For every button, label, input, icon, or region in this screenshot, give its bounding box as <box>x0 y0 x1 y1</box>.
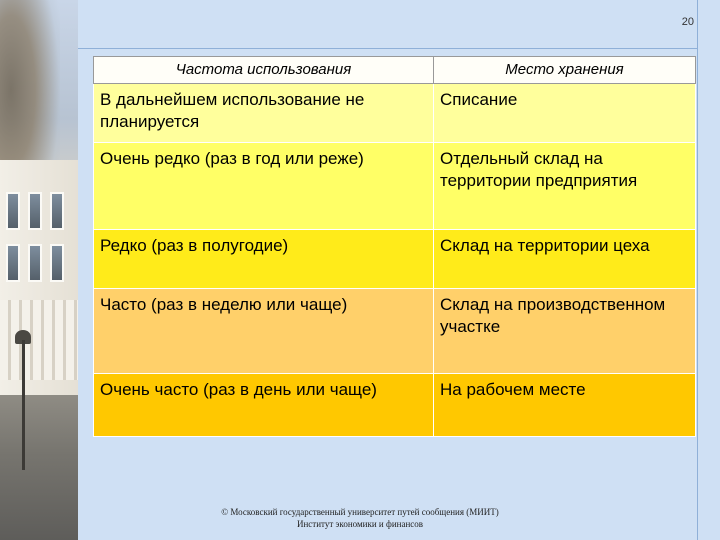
cell-text: Очень часто (раз в день или чаще) <box>100 380 377 399</box>
cell-text: Списание <box>440 90 518 109</box>
window <box>6 192 20 230</box>
frequency-cell <box>94 374 434 437</box>
cell-text: Склад на территории цеха <box>440 236 650 255</box>
header-divider-line <box>78 48 698 49</box>
window <box>28 244 42 282</box>
window <box>50 244 64 282</box>
footer-copyright <box>0 506 720 530</box>
table-row <box>94 230 696 289</box>
table-row <box>94 84 696 143</box>
slide-number: 20 <box>681 16 694 28</box>
frequency-cell <box>94 289 434 374</box>
colonnade <box>0 300 78 380</box>
window <box>50 192 64 230</box>
footer-line-2: Институт экономики и финансов <box>296 519 424 529</box>
cell-text: Очень редко (раз в год или реже) <box>100 149 364 168</box>
frequency-cell <box>94 84 434 143</box>
storage-cell <box>434 143 696 230</box>
cell-text: Отдельный склад на территории предприятия <box>440 149 638 190</box>
cell-text: Часто (раз в неделю или чаще) <box>100 295 348 314</box>
table-header-row <box>94 57 696 84</box>
right-divider-line <box>697 0 698 540</box>
storage-cell <box>434 289 696 374</box>
storage-cell <box>434 230 696 289</box>
table-row <box>94 289 696 374</box>
storage-cell <box>434 84 696 143</box>
window <box>28 192 42 230</box>
header-storage: Место хранения <box>434 57 696 84</box>
header-frequency: Частота использования <box>94 57 434 84</box>
lamp-pole <box>22 340 25 470</box>
storage-table <box>93 56 695 442</box>
cell-text: На рабочем месте <box>440 380 586 399</box>
frequency-storage-table <box>93 56 696 437</box>
window <box>6 244 20 282</box>
cell-text: Склад на производственном участке <box>440 295 666 336</box>
frequency-cell <box>94 143 434 230</box>
storage-cell <box>434 374 696 437</box>
frequency-cell <box>94 230 434 289</box>
cell-text: Редко (раз в полугодие) <box>100 236 289 255</box>
campus-photo <box>0 0 78 540</box>
table-row <box>94 143 696 230</box>
footer-line-1: © Московский государственный университет путей сообщения (МИИТ) <box>221 507 499 517</box>
table-row <box>94 374 696 437</box>
cell-text: В дальнейшем использование не планируется <box>100 90 365 131</box>
